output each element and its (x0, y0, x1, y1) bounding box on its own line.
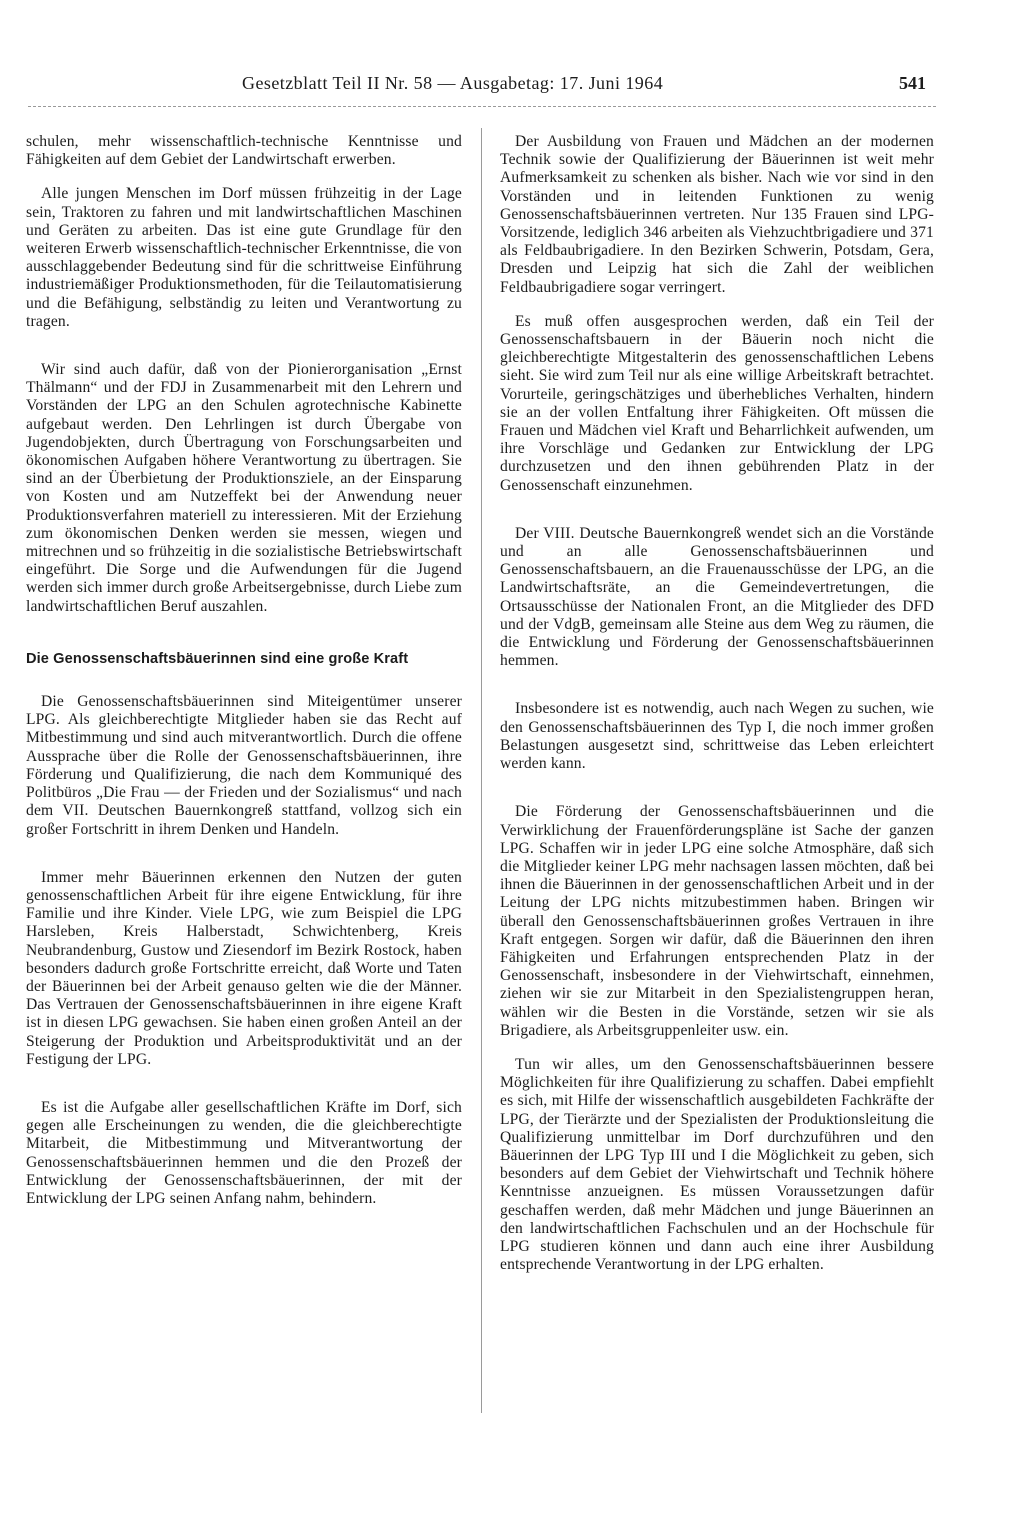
section-heading: Die Genossenschaftsbäuerinnen sind eine große Kraft (26, 650, 409, 667)
header-title: Gesetzblatt Teil II Nr. 58 — Ausgabetag: 17. Juni 1964 (242, 73, 664, 93)
left-paragraph-6: Es ist die Aufgabe aller gesellschaftlichen Kräfte im Dorf, sich gegen alle Erscheinungen zu wenden, die die gleichberechtigte Mitarbeit, die Mitbestimmung und Mitverantwortung der Genossenschaftsbäuerinnen hemmen und die den Prozeß der Entwicklung der Genossenschaftsbäuerinnen, der mit der Entwicklung der LPG seinen Anfang nahm, behindern. (26, 1098, 462, 1207)
right-paragraph-2: Es muß offen ausgesprochen werden, daß ein Teil der Genossenschaftsbauern in der Bäuerin noch nicht die gleichberechtigte Mitgestalterin des genossenschaftlichen Lebens sieht. Sie wird zum Teil nur als eine willige Arbeitskraft betrachtet. Vorurteile, geringschätziges und überhebliches Verhalten, hindern sie an der vollen Entfaltung ihrer Fähigkeiten. Oft müssen die Frauen und Mädchen viel Kraft und Beharrlichkeit aufwenden, um ihre Vorschläge und Gedanken zur Entwicklung der LPG durchzusetzen und den ihnen gebührenden Platz in der Genossenschaft einzunehmen. (500, 312, 934, 494)
left-column (26, 133, 462, 1224)
page-header (242, 73, 932, 103)
column-divider (481, 128, 482, 1413)
right-paragraph-1: Der Ausbildung von Frauen und Mädchen an der modernen Technik sowie der Qualifizierung der Bäuerinnen ist weit mehr Aufmerksamkeit zu schenken als bisher. Nach wie vor sind in den Vorständen und in leitenden Funktionen zu wenig Genossenschaftsbäuerinnen vertreten. Nur 135 Frauen sind LPG-Vorsitzende, lediglich 346 arbeiten als Viehzuchtbrigadiere und 371 als Feldbaubrigadiere. In den Bezirken Schwerin, Potsdam, Gera, Dresden und Leipzig hat sich die Zahl der weiblichen Feldbaubrigadiere sogar verringert. (500, 133, 934, 296)
right-paragraph-4: Insbesondere ist es notwendig, auch nach Wegen zu suchen, wie den Genossenschaftsbäuerinnen des Typ I, die noch immer großen Belastungen ausgesetzt sind, schrittweise das Leben erleichtert werden kann. (500, 700, 934, 773)
right-column (500, 133, 934, 1290)
page-number: 541 (899, 73, 926, 93)
left-paragraph-1: schulen, mehr wissenschaftlich-technische Kenntnisse und Fähigkeiten auf dem Gebiet der Landwirtschaft erwerben. (26, 133, 462, 169)
left-paragraph-3: Wir sind auch dafür, daß von der Pionierorganisation „Ernst Thälmann“ und der FDJ in Zusammenarbeit mit den Lehrern und Vorständen der LPG an den Schulen agrotechnische Kabinette aufgebaut werden. Den Lehrlingen ist durch Übergabe von Jugendobjekten, durch Übertragung von Forschungsarbeiten und ökonomischen Aufgaben höhere Verantwortung zu übertragen. Sie sind an der Überbietung der Produktionsziele, an der Einsparung von Kosten und am Nutzeffekt bei der Anwendung neuer Produktionsverfahren materiell zu interessieren. Mit der Erziehung zum ökonomischen Denken werden sie messen, wiegen und mitrechnen und so frühzeitig in die sozialistische Betriebswirtschaft eingeführt. Die Sorge und die Aufwendungen für die Jugend werden sich immer durch große Arbeitsergebnisse, durch Liebe zum landwirtschaftlichen Beruf auszahlen. (26, 361, 462, 615)
right-paragraph-5: Die Förderung der Genossenschaftsbäuerinnen und die Verwirklichung der Frauenförderungspläne ist Sache der ganzen LPG. Schaffen wir in jeder LPG eine solche Atmosphäre, daß sich die Mitglieder keiner LPG mehr nachsagen lassen möchten, daß bei ihnen die Bäuerinnen in der genossenschaftlichen Arbeit und in der Leitung der LPG nichts mitzubestimmen haben. Bringen wir überall den Genossenschaftsbäuerinnen großes Vertrauen in ihre Kraft entgegen. Sorgen wir dafür, daß die Bäuerinnen den ihren Fähigkeiten und Erfahrungen entsprechenden Platz in der Genossenschaft, insbesondere in der Viehwirtschaft, einnehmen, ziehen wir sie zur Mitarbeit in den Spezialistengruppen heran, wählen wir die Besten in die Vorstände, setzen wir sie als Brigadiere, als Arbeitsgruppenleiter usw. ein. (500, 803, 934, 1039)
right-paragraph-3: Der VIII. Deutsche Bauernkongreß wendet sich an die Vorstände und an alle Genossenschaftsbäuerinnen und Genossenschaftsbauern, an die Frauenausschüsse der LPG, an die Landwirtschaftsräte, an die Gemeindevertretungen, die Ortsausschüsse der Nationalen Front, an die Mitglieder des DFD und der VdgB, gemeinsam alle Steine aus dem Weg zu räumen, die die Entwicklung und Förderung der Genossenschaftsbäuerinnen hemmen. (500, 524, 934, 670)
left-paragraph-2: Alle jungen Menschen im Dorf müssen frühzeitig in der Lage sein, Traktoren zu fahren und mit landwirtschaftlichen Maschinen und Geräten zu arbeiten. Das ist eine gute Grundlage für den weiteren Erwerb wissenschaftlich-technischer Erkenntnisse, die von ausschlaggebender Bedeutung sind für die schrittweise Einführung industriemäßiger Produktionsmethoden, für die Teilautomatisierung und die Befähigung, selbständig zu leiten und Verantwortung zu tragen. (26, 185, 462, 330)
right-paragraph-6: Tun wir alles, um den Genossenschaftsbäuerinnen bessere Möglichkeiten für ihre Qualifizierung zu schaffen. Dabei empfiehlt es sich, mit Hilfe der wissenschaftlich ausgebildeten Fachkräfte der LPG, der Tierärzte und der Spezialisten der Produktionsleitung die Qualifizierung unmittelbar im Dorf durchzuführen und den Bäuerinnen der LPG Typ III und I die Möglichkeit zu geben, sich besonders auf dem Gebiet der Viehwirtschaft und Technik höhere Kenntnisse anzueignen. Es müssen Voraussetzungen dafür geschaffen werden, daß mehr Mädchen und junge Bäuerinnen an den landwirtschaftlichen Fachschulen und an der Hochschule für LPG studieren können und dann auch eine ihrer Ausbildung entsprechende Verantwortung in der LPG erhalten. (500, 1055, 934, 1274)
left-paragraph-5: Immer mehr Bäuerinnen erkennen den Nutzen der guten genossenschaftlichen Arbeit für ihre eigene Entwicklung, für ihre Familie und ihre Kinder. Viele LPG, wie zum Beispiel die LPG Harsleben, Kreis Halberstadt, Schwichtenberg, Kreis Neubrandenburg, Gustow und Ziesendorf im Bezirk Rostock, haben besonders dadurch große Fortschritte erreicht, daß Worte und Taten der Bäuerinnen bei der Arbeit genauso gelten wie die der Männer. Das Vertrauen der Genossenschaftsbäuerinnen in ihre eigene Kraft ist in diesen LPG gewachsen. Sie haben einen großen Anteil an der Steigerung der Produktion und Arbeitsproduktivität und an der Festigung der LPG. (26, 868, 462, 1068)
header-rule (28, 106, 936, 107)
left-paragraph-4: Die Genossenschaftsbäuerinnen sind Miteigentümer unserer LPG. Als gleichberechtigte Mitglieder haben sie das Recht auf Mitbestimmung und sind auch mitverantwortlich. Durch die offene Aussprache über die Rolle der Genossenschaftsbäuerinnen, ihre Förderung und Qualifizierung, die nach dem Kommuniqué des Politbüros „Die Frau — der Frieden und der Sozialismus“ und nach dem VII. Deutschen Bauernkongreß stattfand, vollzog sich ein großer Fortschritt in ihrem Denken und Handeln. (26, 693, 462, 838)
